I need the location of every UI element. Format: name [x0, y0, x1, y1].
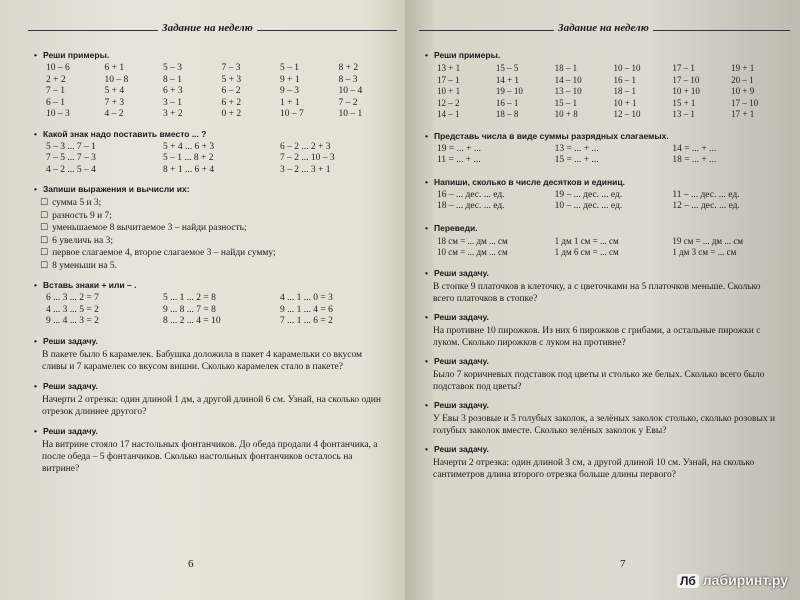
list-item: 9 – 3 — [280, 86, 299, 96]
list-item: 10 – 6 — [46, 63, 70, 73]
list-item: 15 – 5 — [495, 63, 519, 73]
right-task-6 — [419, 312, 790, 349]
list-item: 5 – 1 — [280, 63, 299, 73]
list-item: 6 – 2 — [221, 86, 241, 96]
list-item: 7 – 3 — [221, 63, 241, 73]
task-title: • Реши задачу. — [425, 312, 790, 322]
list-item: 15 = ... + ... — [554, 155, 599, 165]
list-item: 5 – 3 ... 7 – 1 — [46, 141, 96, 152]
list-item: 14 = ... + ... — [672, 143, 717, 154]
right-task-1-grid — [437, 63, 790, 121]
list-item: 18 – 1 — [613, 86, 636, 96]
list-item: 6 + 2 — [221, 97, 242, 108]
right-page — [405, 0, 800, 600]
right-task-2 — [419, 131, 790, 167]
list-item: 8 + 2 — [338, 63, 359, 73]
list-item: 19 – ... дес. ... ед. — [554, 189, 623, 200]
list-item: 0 + 2 — [221, 109, 242, 119]
list-item: 7 + 3 — [104, 97, 125, 108]
list-item: 8 – 3 — [338, 74, 358, 85]
list-item: 11 – ... дес. ... ед. — [672, 189, 740, 200]
list-item: 15 + 1 — [672, 97, 696, 108]
right-header — [419, 20, 790, 44]
task-title: • Реши задачу. — [425, 444, 790, 454]
task-title: • Вставь знаки + или – . — [34, 280, 397, 290]
list-item: 10 – ... дес. ... ед. — [554, 201, 623, 211]
list-item: 7 – 1 — [46, 86, 65, 96]
left-task-2-grid — [46, 142, 397, 177]
list-item: 16 – 1 — [613, 74, 636, 85]
task-title: • Какой знак надо поставить вместо ... ? — [34, 129, 397, 139]
list-item: 10 – 1 — [338, 109, 363, 119]
list-item: 18 см = ... дм ... см — [437, 235, 508, 246]
list-item: 16 – 1 — [495, 97, 519, 108]
left-task-1 — [28, 50, 397, 121]
list-item: 10 – 8 — [104, 74, 129, 85]
list-item: 10 + 9 — [731, 86, 755, 96]
list-item: 1 дм 3 см = ... см — [672, 247, 737, 257]
list-item: 9 ... 1 ... 4 = 6 — [280, 304, 333, 315]
list-item: 6 + 3 — [163, 86, 183, 96]
list-item: 5 + 4 — [104, 86, 125, 96]
list-item: 13 + 1 — [437, 63, 461, 73]
task-text: Было 7 коричневых подставок под цветы и столько же белых. Сколько всего было подставок под цветы? — [433, 369, 765, 392]
list-item: 2 + 2 — [46, 74, 66, 85]
task-title: • Реши задачу. — [425, 400, 790, 410]
list-item: 13 = ... + ... — [554, 143, 599, 154]
list-item: 18 = ... + ... — [672, 155, 717, 165]
list-item: 1 + 1 — [280, 97, 300, 108]
list-item: 6 – 1 — [46, 97, 65, 108]
list-item: 10 – 4 — [338, 86, 363, 96]
list-item: 19 – 10 — [495, 86, 523, 96]
left-header-title: Задание на неделю — [158, 22, 257, 34]
list-item: 14 – 1 — [437, 109, 460, 119]
list-item: 4 ... 1 ... 0 = 3 — [280, 293, 333, 303]
task-title: • Реши задачу. — [425, 268, 790, 278]
list-item: 7 – 2 — [338, 97, 358, 108]
list-item: 6 ... 3 ... 2 = 7 — [46, 293, 99, 303]
list-item: 17 – 10 — [672, 74, 700, 85]
list-item: 4 ... 3 ... 5 = 2 — [46, 304, 99, 315]
list-item: 14 + 1 — [495, 74, 519, 85]
list-item: 10 – 3 — [46, 109, 70, 119]
list-item: 7 – 2 ... 10 – 3 — [280, 153, 335, 163]
left-task-3 — [28, 184, 397, 272]
task-text: Начерти 2 отрезка: один длиной 3 см, а другой длиной 10 см. Узнай, на сколько сантиметров длина второго отрезка больше длины первого? — [433, 457, 755, 480]
list-item: ☐ 6 увеличь на 3; — [40, 235, 397, 248]
task-text: На противне 10 пирожков. Из них 6 пирожков с грибами, а остальные пирожки с луком. Сколько пирожков с луком на противне? — [433, 325, 761, 348]
list-item: 7 ... 1 ... 6 = 2 — [280, 316, 333, 326]
list-item: 19 + 1 — [731, 63, 755, 73]
list-item: 16 – ... дес. ... ед. — [437, 189, 505, 200]
right-task-4-grid — [437, 236, 790, 259]
list-item: 10 + 1 — [613, 97, 637, 108]
list-item: ☐ уменьшаемое 8 вычитаемое 3 – найди разность; — [40, 222, 397, 235]
list-item: 1 дм 1 см = ... см — [554, 235, 619, 246]
task-title: • Напиши, сколько в числе десятков и единиц. — [425, 177, 790, 187]
list-item: ☐ разность 9 и 7; — [40, 210, 397, 223]
right-task-7 — [419, 356, 790, 393]
right-task-5 — [419, 268, 790, 305]
list-item: 14 – 10 — [554, 74, 582, 85]
left-task-6 — [28, 381, 397, 418]
list-item: 19 = ... + ... — [437, 143, 481, 154]
list-item: ☐ первое слагаемое 4, второе слагаемое 3 – найди сумму; — [40, 247, 397, 260]
list-item: 5 + 3 — [221, 74, 242, 85]
task-title: • Запиши выражения и вычисли их: — [34, 184, 397, 194]
list-item: ☐ сумма 5 и 3; — [40, 197, 397, 210]
watermark-text: лабиринт.ру — [702, 572, 788, 588]
task-title: • Представь числа в виде суммы разрядных слагаемых. — [425, 131, 790, 141]
list-item: 4 – 2 — [104, 109, 124, 119]
list-item: 10 + 10 — [672, 86, 700, 96]
left-page-number: 6 — [188, 558, 194, 570]
list-item: 5 ... 1 ... 2 = 8 — [163, 293, 216, 303]
list-item: 6 – 2 ... 2 + 3 — [280, 141, 331, 152]
list-item: 13 – 1 — [672, 109, 695, 119]
list-item: 17 – 1 — [672, 63, 695, 73]
list-item: 3 – 2 ... 3 + 1 — [280, 164, 331, 175]
list-item: 9 ... 8 ... 7 = 8 — [163, 304, 216, 315]
list-item: 7 – 5 ... 7 – 3 — [46, 153, 96, 163]
list-item: 12 – 10 — [613, 109, 641, 119]
list-item: 3 – 1 — [163, 97, 182, 108]
list-item: 20 – 1 — [731, 74, 754, 85]
left-header — [28, 20, 397, 44]
right-task-9 — [419, 444, 790, 481]
list-item: 17 + 1 — [731, 109, 755, 119]
list-item: 10 см = ... дм ... см — [437, 247, 508, 257]
list-item: 4 – 2 ... 5 – 4 — [46, 164, 96, 175]
left-task-3-list — [40, 197, 397, 272]
task-title: • Реши задачу. — [34, 381, 397, 391]
task-title: • Реши задачу. — [34, 426, 397, 436]
list-item: 9 + 1 — [280, 74, 300, 85]
list-item: 12 – 2 — [437, 97, 460, 108]
task-text: На витрине стояло 17 настольных фонтанчиков. До обеда продали 4 фонтанчика, а после обеда – 5 фонтанчиков. Сколько настольных фонтанчиков осталось на витрине? — [42, 439, 378, 474]
list-item: 5 – 3 — [163, 63, 182, 73]
list-item: 12 – ... дес. ... ед. — [672, 201, 740, 211]
list-item: 18 – 8 — [495, 109, 519, 119]
task-title: • Реши примеры. — [425, 50, 790, 60]
list-item: 18 – ... дес. ... ед. — [437, 201, 505, 211]
list-item: 6 + 1 — [104, 63, 125, 73]
list-item: ☐ 8 уменьши на 5. — [40, 260, 397, 273]
task-title: • Реши задачу. — [425, 356, 790, 366]
task-title: • Реши задачу. — [34, 336, 397, 346]
list-item: 8 + 1 ... 6 + 4 — [163, 164, 215, 175]
list-item: 13 – 10 — [554, 86, 582, 96]
list-item: 10 – 7 — [280, 109, 304, 119]
task-title: • Реши примеры. — [34, 50, 397, 60]
list-item: 19 см = ... дм ... см — [672, 235, 744, 246]
list-item: 17 – 10 — [731, 97, 759, 108]
left-task-7 — [28, 426, 397, 475]
left-task-1-grid — [46, 63, 397, 121]
list-item: 15 – 1 — [554, 97, 578, 108]
list-item: 8 – 1 — [163, 74, 182, 85]
left-task-4 — [28, 280, 397, 328]
right-task-3-grid — [437, 190, 790, 213]
list-item: 10 – 10 — [613, 63, 641, 73]
list-item: 8 ... 2 ... 4 = 10 — [163, 316, 221, 326]
watermark — [677, 572, 788, 588]
list-item: 10 + 8 — [554, 109, 578, 119]
task-text: В пакете было 6 карамелек. Бабушка доложила в пакет 4 карамельки со вкусом сливы и 7 карамелек со вкусом вишни. Сколько карамелек стало в пакете? — [42, 349, 363, 372]
right-task-2-grid — [437, 144, 790, 167]
right-task-1 — [419, 50, 790, 121]
task-text: Начерти 2 отрезка: один длиной 1 дм, а другой длиной 6 см. Узнай, на сколько один отрезок длиннее другого? — [42, 394, 381, 417]
list-item: 17 – 1 — [437, 74, 460, 85]
list-item: 5 + 4 ... 6 + 3 — [163, 141, 215, 152]
watermark-logo-icon: Лб — [677, 574, 699, 588]
list-item: 5 – 1 ... 8 + 2 — [163, 153, 214, 163]
left-task-5 — [28, 336, 397, 373]
list-item: 11 = ... + ... — [437, 155, 481, 165]
left-task-4-grid — [46, 293, 397, 328]
list-item: 3 + 2 — [163, 109, 183, 119]
right-task-8 — [419, 400, 790, 437]
list-item: 10 + 1 — [437, 86, 461, 96]
right-page-number: 7 — [620, 558, 626, 570]
left-task-2 — [28, 129, 397, 177]
right-header-title: Задание на неделю — [554, 22, 653, 34]
task-title: • Переведи. — [425, 223, 790, 233]
list-item: 1 дм 6 см = ... см — [554, 247, 619, 257]
list-item: 9 ... 4 ... 3 = 2 — [46, 316, 99, 326]
right-task-4 — [419, 223, 790, 259]
right-task-3 — [419, 177, 790, 213]
task-text: У Евы 3 розовые и 5 голубых заколок, а зелёных заколок столько, сколько розовых и голубых заколок вместе. Сколько зелёных заколок у Евы? — [433, 413, 776, 436]
task-text: В стопке 9 платочков в клеточку, а с цветочками на 5 платочков меньше. Сколько всего платочков в стопке? — [433, 281, 761, 304]
list-item: 18 – 1 — [554, 63, 578, 73]
